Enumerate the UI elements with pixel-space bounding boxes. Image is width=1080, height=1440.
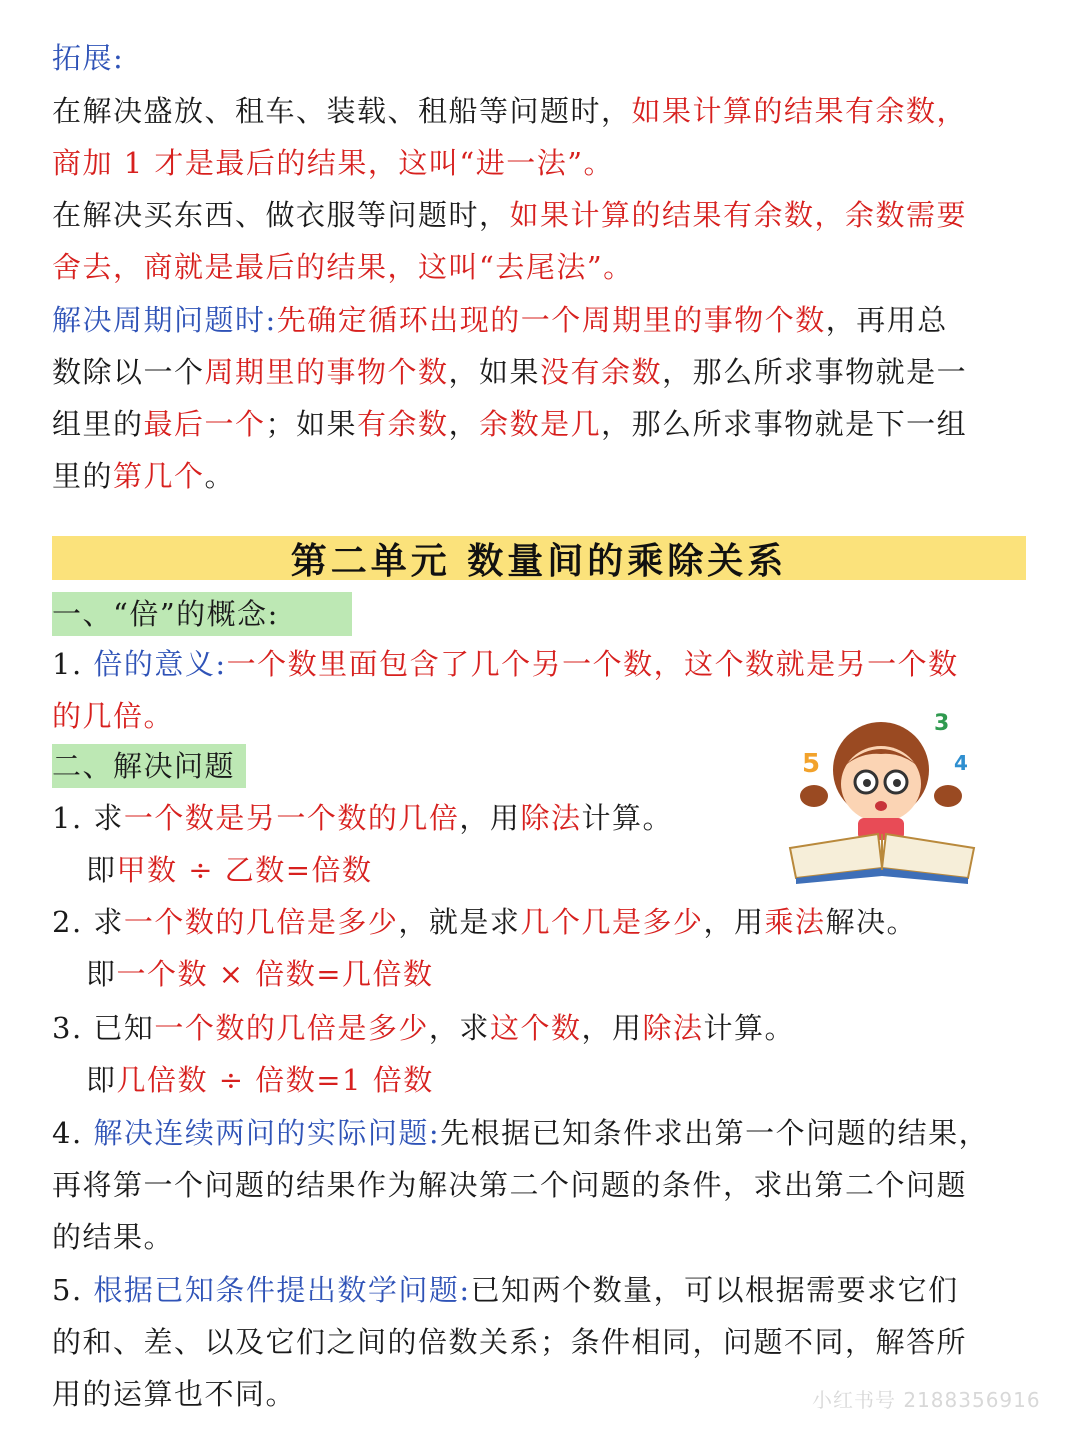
meaning-label: 倍的意义: xyxy=(93,647,227,681)
paragraph-rounding-down-line-1 xyxy=(52,189,1040,241)
girl-reading-illustration xyxy=(782,700,982,890)
period-label: 解决周期问题时: xyxy=(52,303,277,337)
item-number: 2. xyxy=(52,905,83,939)
text: 解决。 xyxy=(825,905,917,939)
highlight-text: 周期里的事物个数 xyxy=(204,355,449,389)
section-heading-solve: 二、解决问题 xyxy=(52,744,246,788)
text: 计算。 xyxy=(581,801,673,835)
highlight-text: 一个数的几倍是多少 xyxy=(123,905,399,939)
text: 数除以一个 xyxy=(52,355,205,389)
item-number: 4. xyxy=(52,1116,83,1150)
text: ，如果 xyxy=(448,355,541,389)
text: 里的 xyxy=(52,459,114,493)
paragraph-period-line-4 xyxy=(52,450,1040,502)
text: ，用 xyxy=(703,905,765,939)
digit-3: 3 xyxy=(934,711,950,736)
highlight-text: 除法 xyxy=(520,801,582,835)
highlight-text: 有余数 xyxy=(357,407,449,441)
item-3 xyxy=(52,1002,1040,1054)
highlight-text: 最后一个 xyxy=(143,407,266,441)
text: ，那么所求事物就是下一组 xyxy=(601,407,968,441)
text: ，再用总 xyxy=(825,303,948,337)
item-3-formula xyxy=(86,1054,1040,1106)
item-5-line-3: 用的运算也不同。 xyxy=(52,1377,297,1411)
text: ，用 xyxy=(581,1011,643,1045)
text: 先根据已知条件求出第一个问题的结果， xyxy=(440,1116,990,1150)
highlight-text: 余数是几 xyxy=(479,407,602,441)
highlight-text: 第几个 xyxy=(113,459,205,493)
item-5-line-1 xyxy=(52,1264,1040,1316)
highlight-text: 几个几是多少 xyxy=(520,905,704,939)
item-4-line-1 xyxy=(52,1107,1040,1159)
item-2-formula xyxy=(86,948,1040,1000)
item-5-line-2: 的和、差、以及它们之间的倍数关系；条件相同，问题不同，解答所 xyxy=(52,1325,968,1359)
text: 即 xyxy=(86,853,117,887)
text: ，那么所求事物就是一 xyxy=(662,355,968,389)
highlight-text: 一个数是另一个数的几倍 xyxy=(123,801,460,835)
paragraph-period-line-3 xyxy=(52,398,1040,450)
item-number: 1. xyxy=(52,647,83,681)
text: 计算。 xyxy=(703,1011,795,1045)
paragraph-rounding-up-line-2: 商加 1 才是最后的结果，这叫“进一法”。 xyxy=(52,146,615,180)
text: ，就是求 xyxy=(398,905,521,939)
highlight-text: 先确定循环出现的一个周期里的事物个数 xyxy=(276,303,826,337)
paragraph-rounding-down-line-2: 舍去，商就是最后的结果，这叫“去尾法”。 xyxy=(52,250,634,284)
digit-5: 5 xyxy=(802,749,821,779)
item-5-label: 根据已知条件提出数学问题: xyxy=(93,1273,471,1307)
right-pigtail xyxy=(934,785,962,807)
text: 求 xyxy=(93,801,124,835)
highlight-text: 除法 xyxy=(642,1011,704,1045)
item-number: 3. xyxy=(52,1011,83,1045)
meaning-line-1 xyxy=(52,638,1040,690)
text: 组里的 xyxy=(52,407,144,441)
text: ，用 xyxy=(459,801,521,835)
meaning-line-2: 的几倍。 xyxy=(52,699,175,733)
left-pigtail xyxy=(800,785,828,807)
highlight-text: 一个数的几倍是多少 xyxy=(154,1011,429,1045)
formula: 几倍数 ÷ 倍数=1 倍数 xyxy=(116,1063,434,1097)
text: ，求 xyxy=(428,1011,490,1045)
text: ， xyxy=(448,407,480,441)
highlight-text: 一个数里面包含了几个另一个数，这个数就是另一个数 xyxy=(226,647,959,681)
text: 。 xyxy=(204,459,236,493)
unit-banner: 第二单元 数量间的乘除关系 xyxy=(52,536,1026,580)
text: 在解决买东西、做衣服等问题时， xyxy=(52,198,510,232)
highlight-text: 如果计算的结果有余数， xyxy=(631,94,968,128)
paragraph-rounding-up-line-1 xyxy=(52,85,1040,137)
extension-heading: 拓展: xyxy=(52,41,125,75)
text: 求 xyxy=(93,905,124,939)
text: 已知 xyxy=(93,1011,155,1045)
item-4-label: 解决连续两问的实际问题: xyxy=(93,1116,441,1150)
highlight-text: 没有余数 xyxy=(540,355,663,389)
item-4-line-3: 的结果。 xyxy=(52,1220,175,1254)
digit-4: 4 xyxy=(954,751,968,775)
formula: 甲数 ÷ 乙数=倍数 xyxy=(116,853,373,887)
highlight-text: 这个数 xyxy=(489,1011,582,1045)
item-2 xyxy=(52,896,1040,948)
formula: 一个数 × 倍数=几倍数 xyxy=(116,957,434,991)
watermark: 小红书号 2188356916 xyxy=(812,1388,1041,1412)
item-4-line-2: 再将第一个问题的结果作为解决第二个问题的条件，求出第二个问题 xyxy=(52,1168,968,1202)
mouth xyxy=(875,801,887,811)
text: 即 xyxy=(86,957,117,991)
text: ；如果 xyxy=(265,407,358,441)
highlight-text: 乘法 xyxy=(764,905,826,939)
item-number: 5. xyxy=(52,1273,83,1307)
text: 即 xyxy=(86,1063,117,1097)
highlight-text: 如果计算的结果有余数，余数需要 xyxy=(509,198,968,232)
paragraph-period-line-2 xyxy=(52,346,1040,398)
section-heading-concept: 一、“倍”的概念: xyxy=(52,592,352,636)
paragraph-period-line-1 xyxy=(52,294,1040,346)
text: 在解决盛放、租车、装载、租船等问题时， xyxy=(52,94,632,128)
item-number: 1. xyxy=(52,801,83,835)
text: 已知两个数量，可以根据需要求它们 xyxy=(470,1273,959,1307)
